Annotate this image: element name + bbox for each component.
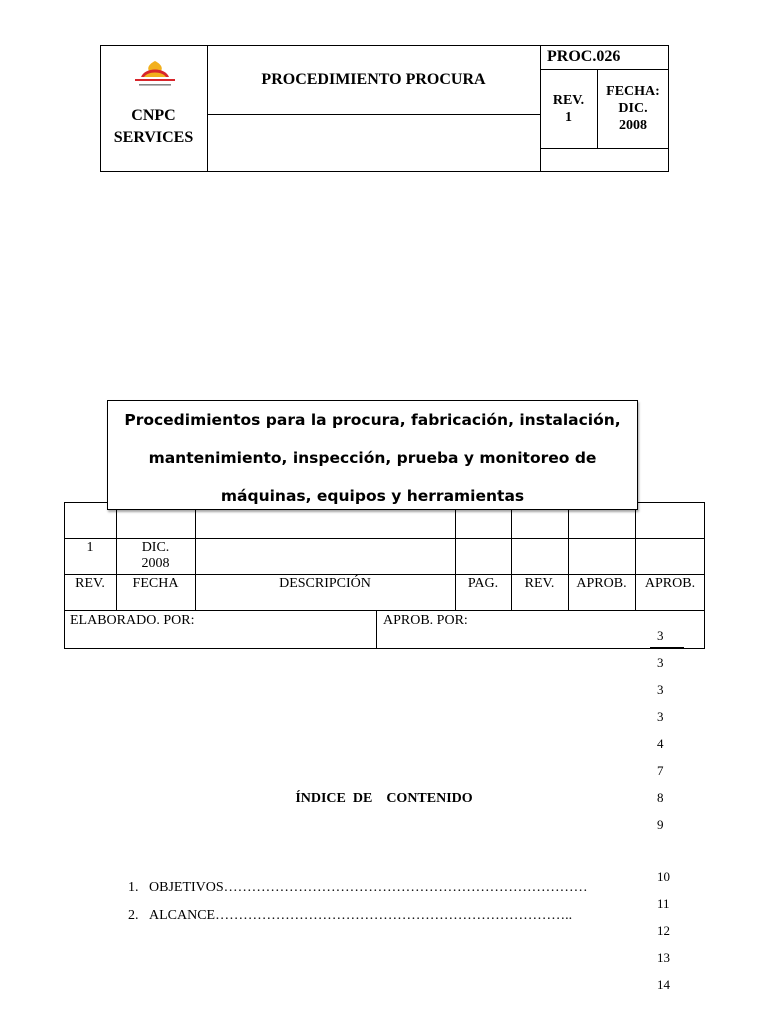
toc-item-label: OBJETIVOS……………………………………………………………………: [149, 880, 588, 895]
page-number: 3: [657, 709, 664, 724]
date-field: FECHA: DIC. 2008: [606, 84, 660, 133]
procedure-title: PROCEDIMIENTO PROCURA: [261, 71, 486, 88]
column-header-rev-2: REV.: [524, 576, 555, 591]
document-title-line-1: Procedimientos para la procura, fabricación, instalación,: [124, 411, 621, 429]
revision-table: [64, 502, 705, 649]
document-title-line-2: mantenimiento, inspección, prueba y monitoreo de: [148, 449, 597, 467]
column-header-fecha: FECHA: [132, 576, 179, 591]
aprobado-por-label: APROB. POR:: [383, 613, 468, 628]
column-header-rev: REV.: [75, 576, 105, 591]
toc-item[interactable]: [128, 880, 588, 896]
index-heading: ÍNDICE DE CONTENIDO: [295, 791, 473, 806]
toc-item-number: 2.: [128, 908, 139, 923]
toc-item-label: ALCANCE…………………………………………………………………..: [149, 908, 573, 923]
revision-number: 1: [86, 540, 94, 555]
page-number: 9: [657, 817, 664, 832]
column-header-descripcion: DESCRIPCIÓN: [279, 576, 371, 591]
page-number: 3: [657, 628, 664, 643]
page-number: 8: [657, 790, 664, 805]
page-number: 11: [657, 896, 670, 911]
document-title-box: [107, 400, 638, 510]
company-name: CNPC SERVICES: [113, 107, 194, 146]
page-number: 3: [657, 655, 664, 670]
page-number-column-rule: [650, 647, 684, 648]
revision-field: REV. 1: [552, 93, 585, 125]
page-number: 10: [657, 869, 670, 884]
toc-item[interactable]: [128, 908, 572, 924]
document-header: [100, 45, 669, 172]
toc-item-number: 1.: [128, 880, 139, 895]
cnpc-logo-icon: [125, 55, 185, 95]
column-header-aprob: APROB.: [576, 576, 627, 591]
page-number: 4: [657, 736, 664, 751]
page-number: 12: [657, 923, 670, 938]
page-number: 3: [657, 682, 664, 697]
column-header-aprob-2: APROB.: [644, 576, 696, 591]
page-number: 14: [657, 977, 670, 992]
revision-date: DIC. 2008: [141, 540, 170, 572]
elaborado-por-label: ELABORADO. POR:: [70, 613, 195, 628]
procedure-code: PROC.026: [547, 48, 621, 65]
page-number: 13: [657, 950, 670, 965]
column-header-pag: PAG.: [467, 576, 499, 591]
document-title-line-3: máquinas, equipos y herramientas: [220, 487, 525, 505]
page-number: 7: [657, 763, 664, 778]
